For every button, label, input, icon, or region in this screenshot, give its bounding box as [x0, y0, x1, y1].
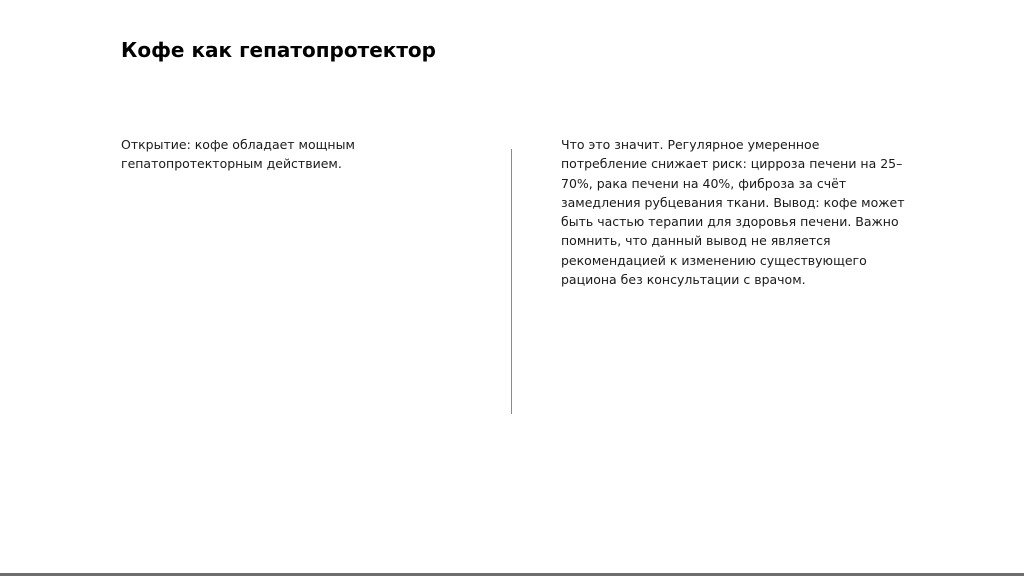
column-divider — [511, 149, 512, 414]
left-column-text: Открытие: кофе обладает мощным гепатопротекторным действием. — [121, 137, 355, 172]
slide-title: Кофе как гепатопротектор — [121, 38, 436, 62]
right-column-text: Что это значит. Регулярное умеренное потребление снижает риск: цирроза печени на 25–70%, рака печени на 40%, фиброза за счёт замедления рубцевания ткани. Вывод: кофе может быть частью терапии для здоровья печени. Важно помнить, что данный вывод не является рекомендацией к изменению существующего рациона без консультации с врачом. — [561, 137, 905, 288]
